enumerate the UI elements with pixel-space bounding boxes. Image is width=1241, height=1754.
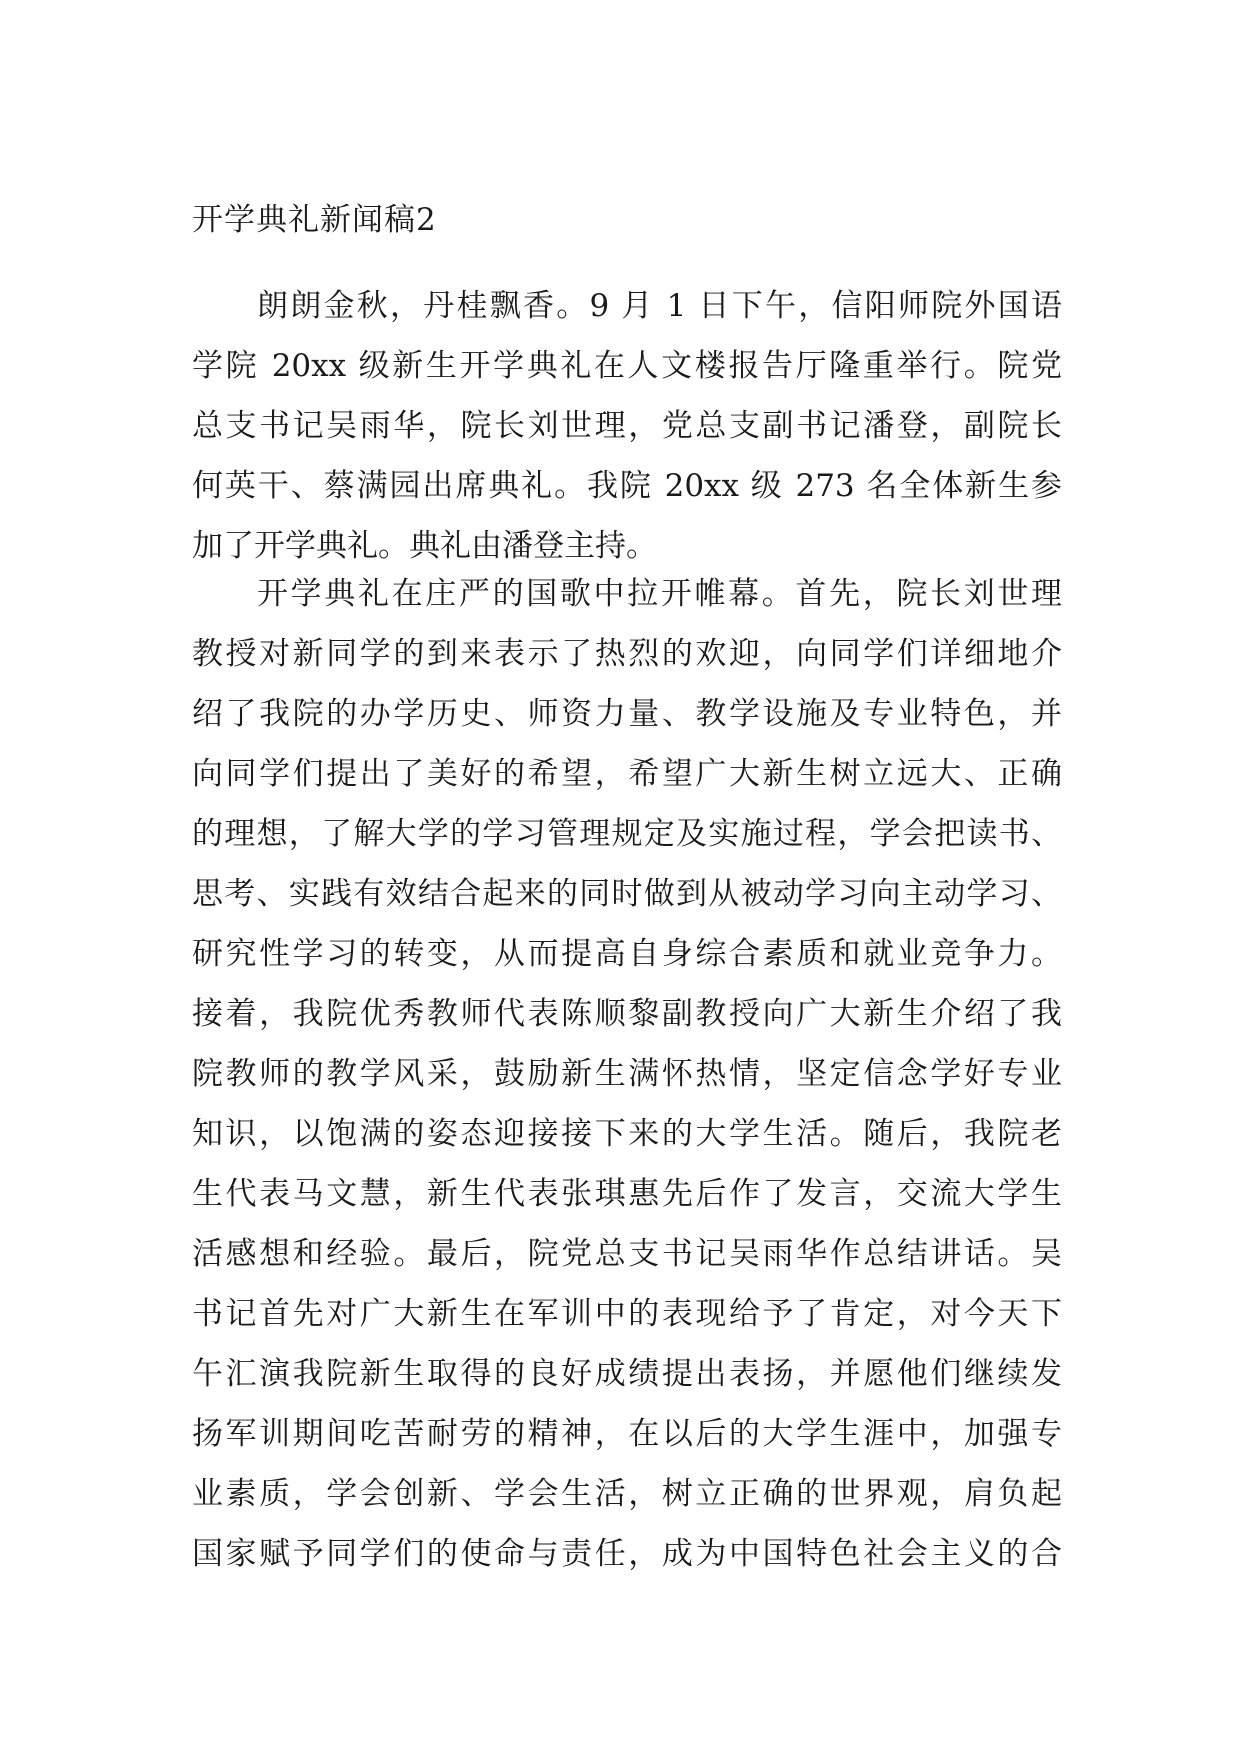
paragraph-line: 开学典礼在庄严的国歌中拉开帷幕。首先，院长刘世理	[257, 576, 1062, 612]
paragraph-line: 总支书记吴雨华，院长刘世理，党总支副书记潘登，副院长	[192, 408, 1062, 444]
paragraph-1	[192, 276, 1062, 576]
paragraph-line: 的理想，了解大学的学习管理规定及实施过程，学会把读书、	[192, 816, 1062, 852]
paragraph-line: 向同学们提出了美好的希望，希望广大新生树立远大、正确	[192, 756, 1062, 792]
paragraph-line: 院教师的教学风采，鼓励新生满怀热情，坚定信念学好专业	[192, 1056, 1062, 1092]
paragraph-line: 绍了我院的办学历史、师资力量、教学设施及专业特色，并	[192, 696, 1062, 732]
paragraph-line: 扬军训期间吃苦耐劳的精神，在以后的大学生涯中，加强专	[192, 1416, 1062, 1452]
paragraph-line: 何英干、蔡满园出席典礼。我院 20xx 级 273 名全体新生参	[192, 468, 1062, 504]
paragraph-line: 研究性学习的转变，从而提高自身综合素质和就业竞争力。	[192, 936, 1062, 972]
paragraph-line: 思考、实践有效结合起来的同时做到从被动学习向主动学习、	[192, 876, 1062, 912]
paragraph-line: 午汇演我院新生取得的良好成绩提出表扬，并愿他们继续发	[192, 1356, 1062, 1392]
paragraph-line: 生代表马文慧，新生代表张琪惠先后作了发言，交流大学生	[192, 1176, 1062, 1212]
paragraph-line: 教授对新同学的到来表示了热烈的欢迎，向同学们详细地介	[192, 636, 1062, 672]
paragraph-line: 活感想和经验。最后，院党总支书记吴雨华作总结讲话。吴	[192, 1236, 1062, 1272]
paragraph-line: 学院 20xx 级新生开学典礼在人文楼报告厅隆重举行。院党	[192, 348, 1062, 384]
paragraph-line: 接着，我院优秀教师代表陈顺黎副教授向广大新生介绍了我	[192, 996, 1062, 1032]
document-title: 开学典礼新闻稿2	[192, 202, 437, 238]
paragraph-line: 加了开学典礼。典礼由潘登主持。	[192, 528, 657, 564]
paragraph-line: 知识，以饱满的姿态迎接接下来的大学生活。随后，我院老	[192, 1116, 1062, 1152]
paragraph-line: 朗朗金秋，丹桂飘香。9 月 1 日下午，信阳师院外国语	[257, 288, 1062, 324]
paragraph-line: 国家赋予同学们的使命与责任，成为中国特色社会主义的合	[192, 1536, 1062, 1572]
paragraph-2	[192, 564, 1062, 1584]
paragraph-line: 书记首先对广大新生在军训中的表现给予了肯定，对今天下	[192, 1296, 1062, 1332]
paragraph-line: 业素质，学会创新、学会生活，树立正确的世界观，肩负起	[192, 1476, 1062, 1512]
